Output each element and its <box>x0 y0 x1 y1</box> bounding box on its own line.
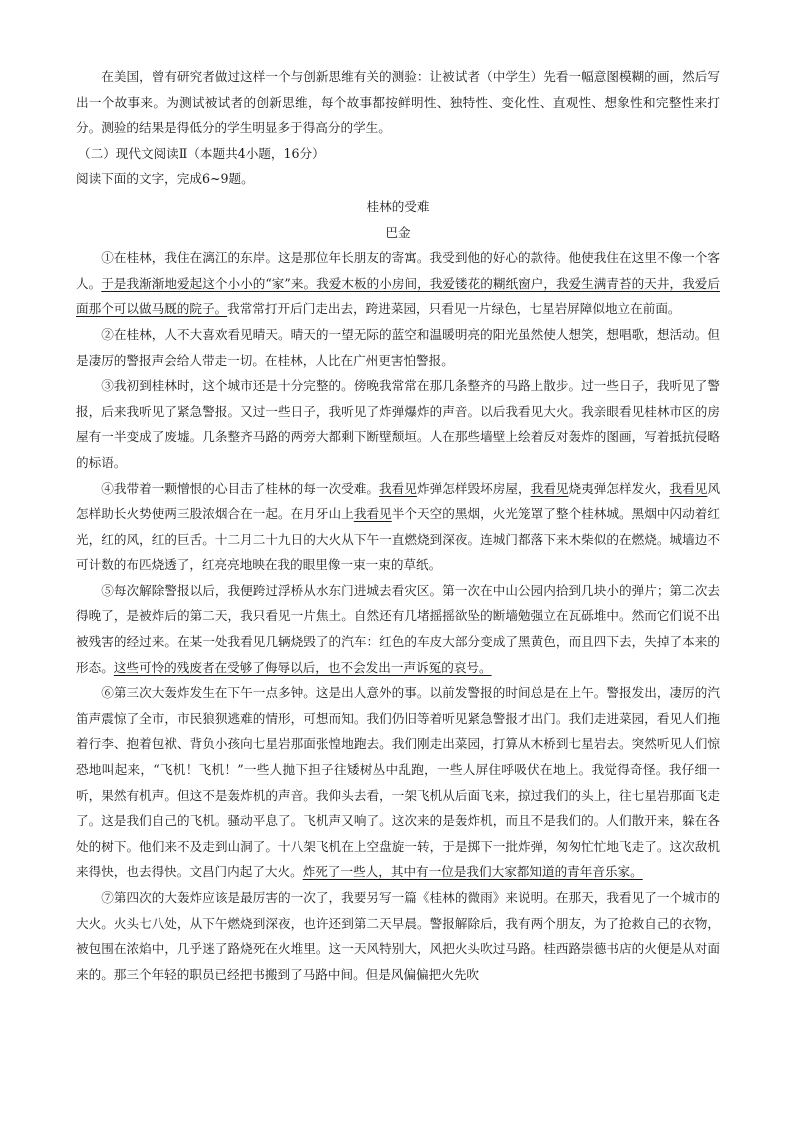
paragraph-1-text-a: ①在桂林，我住在漓江的东岸。这是那位年长朋友的寄寓。我受到他的好心的款待。他使我住在这里不像一个客人。 <box>76 250 720 291</box>
paragraph-4-text-a: ④我带着一颗憎恨的心目击了桂林的每一次受难。 <box>101 480 380 496</box>
paragraph-5 <box>76 578 720 680</box>
paragraph-1 <box>76 245 720 322</box>
paragraph-1-text-b: 我常常打开后门走出去，跨进菜园，只看见一片绿色，七星岩屏障似地立在前面。 <box>227 301 681 317</box>
document-page <box>76 64 720 987</box>
paragraph-4-text-d: 风怎样助长火势使两三股浓烟合在一起。在月牙山上 <box>76 480 721 522</box>
paragraph-4-underlined-2: 我看见 <box>530 480 569 496</box>
paragraph-4-underlined-4: 我看见 <box>353 506 392 522</box>
article-title: 桂林的受难 <box>366 198 430 214</box>
paragraph-4-text-e: 半个天空的黑烟，火光笼罩了整个桂林城。黑烟中闪动着红光，红的风，红的巨舌。十二月二十九日的大火从下午一直燃烧到深夜。连城门都落下来木柴似的在燃烧。城墙边不可计数的布匹烧透了，红亮亮地映在我的眼里像一束一束的草纸。 <box>76 506 721 573</box>
paragraph-2: ②在桂林，人不大喜欢看见晴天。晴天的一望无际的蓝空和温暖明亮的阳光虽然使人想笑，想唱歌，想活动。但是凄厉的警报声会给人带走一切。在桂林，人比在广州更害怕警报。 <box>76 326 720 368</box>
paragraph-7: ⑦第四次的大轰炸应该是最厉害的一次了，我要另写一篇《桂林的微雨》来说明。在那天，我看见了一个城市的大火。火头七八处，从下午燃烧到深夜，也许还到第二天早晨。警报解除后，我有两个朋友，为了抢救自己的衣物，被包围在浓焰中，几乎迷了路烧死在火堆里。这一天风特别大，风把火头吹过马路。桂西路崇德书店的火便是从对面来的。那三个年轻的职员已经把书搬到了马路中间。但是风偏偏把火先吹 <box>76 890 720 982</box>
paragraph-4 <box>76 476 720 578</box>
article-author: 巴金 <box>385 224 411 240</box>
paragraph-6-text-a: ⑥第三次大轰炸发生在下午一点多钟。这是出人意外的事。以前发警报的时间总是在上午。警报发出，凄厉的汽笛声震惊了全市，市民狼狈逃难的情形，可想而知。我们仍旧等着听见紧急警报才出门。我们走进菜园，看见人们拖着行李、抱着包袱、背负小孩向七星岩那面张惶地跑去。我们刚走出菜园，打算从木桥到七星岩去。突然听见人们惊恐地叫起来，“飞机！飞机！”一些人抛下担子往矮树丛中乱跑，一些人屏住呼吸伏在地上。我觉得奇怪。我仔细一听，果然有机声。但这不是轰炸机的声音。我仰头去看，一架飞机从后面飞来，掠过我们的头上，往七星岩那面飞走了。这是我们自己的飞机。骚动平息了。飞机声又响了。这次来的是轰炸机，而且不是我们的。人们散开来，躲在各处的树下。他们来不及走到山洞了。十八架飞机在上空盘旋一转，于是掷下一批炸弹，匆匆忙忙地飞走了。这次敌机来得快，也去得快。文昌门内起了大火。 <box>76 685 720 880</box>
paragraph-6-underlined: 炸死了一些人，其中有一位是我们大家都知道的青年音乐家。 <box>302 864 643 880</box>
paragraph-6 <box>76 680 720 885</box>
paragraph-5-text-a: ⑤每次解除警报以后，我便跨过浮桥从水东门进城去看灾区。第一次在中山公园内拾到几块小的弹片；第二次去得晚了，是被炸后的第二天，我只看见一片焦土。自然还有几堵摇摇欲坠的断墙勉强立在瓦砾堆中。然而它们说不出被残害的经过来。在某一处我看见几辆烧毁了的汽车：红色的车皮大部分变成了黑黄色，而且四下去，失掉了本来的形态。 <box>76 582 720 675</box>
intro-paragraph: 在美国，曾有研究者做过这样一个与创新思维有关的测验：让被试者（中学生）先看一幅意图模糊的画，然后写出一个故事来。为测试被试者的创新思维，每个故事都按鲜明性、独特性、变化性、直观性、想象性和完整性来打分。测验的结果是得低分的学生明显多于得高分的学生。 <box>76 69 720 136</box>
paragraph-5-underlined: 这些可怜的残废者在受够了侮辱以后，也不会发出一声诉冤的哀号。 <box>113 659 492 675</box>
reading-instruction: 阅读下面的文字，完成6~9题。 <box>76 171 254 187</box>
paragraph-1-underlined: 于是我渐渐地爱起这个小小的“家”来。我爱木板的小房间，我爱镂花的糊纸窗户，我爱生满青苔的天井，我爱后面那个可以做马厩的院子。 <box>76 275 720 317</box>
paragraph-3: ③我初到桂林时，这个城市还是十分完整的。傍晚我常常在那几条整齐的马路上散步。过一些日子，我听见了警报，后来我听见了紧急警报。又过一些日子，我听见了炸弹爆炸的声音。以后我看见大火。我亲眼看见桂林市区的房屋有一半变成了废墟。几条整齐马路的两旁大都剩下断壁颓垣。人在那些墙壁上绘着反对轰炸的图画，写着抵抗侵略的标语。 <box>76 378 720 470</box>
paragraph-4-text-b: 炸弹怎样毁坏房屋， <box>416 480 531 496</box>
paragraph-4-underlined-1: 我看见 <box>379 480 417 496</box>
section-heading: （二）现代文阅读Ⅱ（本题共4小题，16分） <box>78 145 325 161</box>
paragraph-4-underlined-3: 我看见 <box>669 480 708 496</box>
paragraph-4-text-c: 烧夷弹怎样发火， <box>568 480 670 496</box>
